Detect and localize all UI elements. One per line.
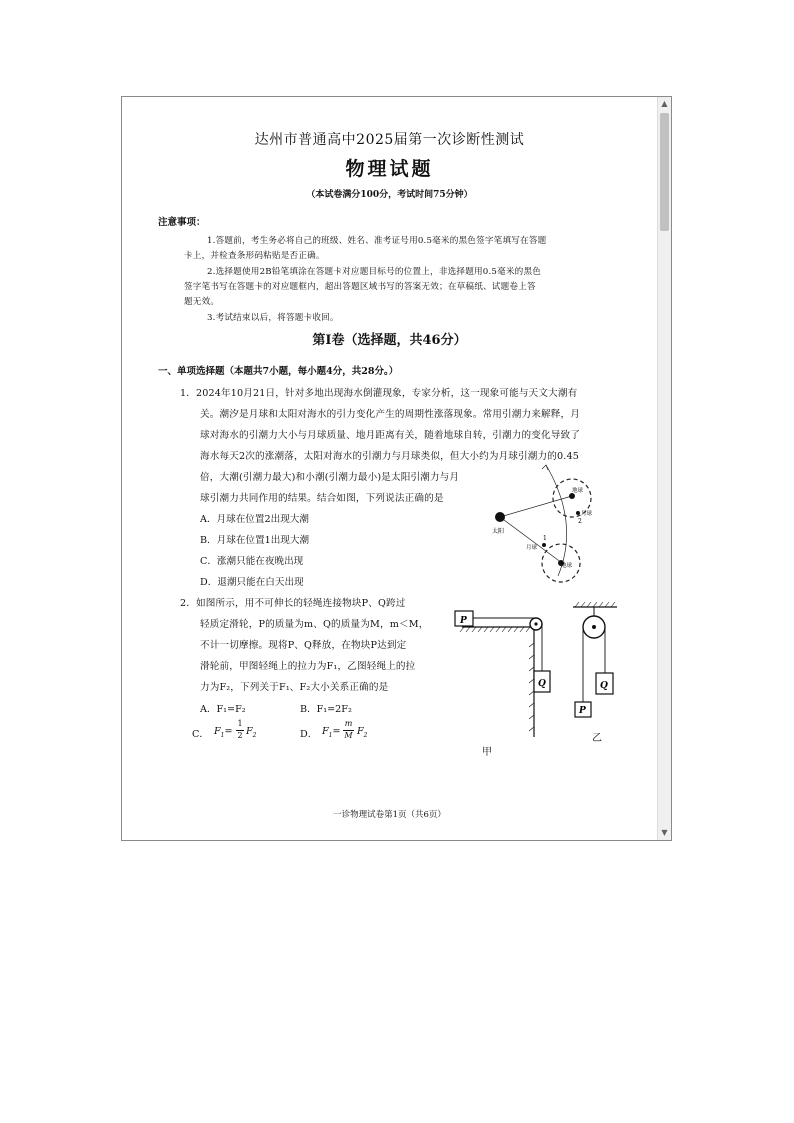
moon-label: 月球	[581, 511, 593, 517]
orbit-arrow-icon	[542, 465, 548, 470]
q1-line: 球引潮力共同作用的结果。结合如图，下列说法正确的是	[200, 493, 444, 504]
sun-earth-line	[500, 496, 572, 517]
exam-info: （本试卷满分100分，考试时间75分钟）	[306, 190, 473, 200]
q2-line: 力为F₂，下列关于F₁、F₂大小关系正确的是	[200, 682, 389, 693]
note-line: 卡上，并检查条形码粘贴是否正确。	[184, 251, 325, 261]
exam-title-line: 达州市普通高中2025届第一次诊断性测试	[254, 132, 525, 148]
note-line: 3.考试结束以后，将答题卡收回。	[207, 313, 339, 323]
block-p-label: P	[460, 616, 467, 626]
q1-option-d: D．退潮只能在白天出现	[200, 577, 304, 588]
document-viewer	[121, 96, 672, 841]
q1-line: 球对海水的引潮力大小与月球质量、地月距离有关，随着地球自转，引潮力的变化导致了	[200, 430, 581, 441]
q2-figure-jia	[450, 603, 560, 743]
subject-title: 物理试题	[345, 158, 434, 180]
part-title: 一、单项选择题（本题共7小题，每小题4分，共28分。）	[158, 366, 399, 377]
notes-heading: 注意事项：	[158, 217, 206, 228]
position-2-label: 2	[578, 518, 582, 525]
q1-line: 海水每天2次的涨潮落，太阳对海水的引潮力与月球类似，但大小约为月球引潮力的0.45	[200, 451, 579, 462]
note-line: 2.选择题使用2B铅笔填涂在答题卡对应题目标号的位置上，非选择题用0.5毫米的黑色	[207, 267, 542, 277]
block-q-label: Q	[538, 679, 546, 689]
scrollbar-thumb[interactable]	[660, 113, 669, 231]
q1-line: 倍，大潮(引潮力最大)和小潮(引潮力最小)是太阳引潮力与月	[200, 472, 460, 483]
q1-option-c: C．涨潮只能在夜晚出现	[200, 556, 304, 567]
q1-option-a: A．月球在位置2出现大潮	[200, 514, 309, 525]
q2-option-c-label: C．	[192, 729, 209, 740]
q2-line: 不计一切摩擦。现将P、Q释放，在物块P达到定	[200, 640, 407, 651]
q1-line: 关。潮汐是月球和太阳对海水的引力变化产生的周期性涨落现象。常用引潮力来解释，月	[200, 409, 581, 420]
q1-tide-figure	[482, 463, 602, 588]
note-line: 题无效。	[184, 297, 220, 307]
q2-figure-yi	[567, 597, 632, 727]
position-1-label: 1	[543, 535, 547, 542]
moon-icon	[576, 511, 580, 515]
sun-label: 太阳	[492, 528, 505, 535]
q1-option-b: B．月球在位置1出现大潮	[200, 535, 310, 546]
scroll-up-icon[interactable]: ▲	[661, 99, 668, 108]
earth-label: 地球	[572, 488, 584, 494]
section-title: 第Ⅰ卷（选择题，共46分）	[312, 333, 467, 348]
figure-yi-label: 乙	[592, 733, 602, 744]
page-footer: 一诊物理试卷第1页（共6页）	[333, 810, 446, 820]
scroll-down-icon[interactable]: ▼	[661, 828, 668, 837]
q2-line: 滑轮前，甲图轻绳上的拉力为F₁，乙图轻绳上的拉	[200, 661, 416, 672]
ceiling-hatch	[575, 602, 615, 607]
q2-option-a: A．F₁=F₂	[200, 704, 246, 715]
exam-page: 达州市普通高中2025届第一次诊断性测试 物理试题 （本试卷满分100分，考试时间75分钟） 注意事项： 1.答题前，考生务必将自己的班级、姓名、准考证号用0.5毫米的黑色签字笔填写在答题 卡上，并检查条形码粘贴是否正确。 2.选择题使用2B铅笔填涂在答题卡对应题目标号的位置上，非选择题用0.5毫米的黑色 签字笔书写在答题卡的对应题框内，超出答题区域书写的答案无效；在草稿纸、试题卷上答 题无效。 3.考试结束以后，将答题卡收回。 第Ⅰ卷（选择题，共46分） 一、单项选择题（本题共7小题，每小题4分，共28分。） 1．2024年10月21日，针对多地出现海水倒灌现象，专家分析，这一现象可能与天文大潮有 关。潮汐是月球和太阳对海水的引力变化产生的周期性涨落现象。常用引潮力来解释，月 球对海水的引潮力大小与月球质量、地月距离有关，随着地球自转，引潮力的变化导致了 海水每天2次的涨潮落，太阳对海水的引潮力与月球类似，但大小约为月球引潮力的0.45 倍，大潮(引潮力最大)和小潮(引潮力最小)是太阳引潮力与月 球引潮力共同作用的结果。结合如图，下列说法正确的是 A．月球在位置2出现大潮 B．月球在位置1出现大潮 C．涨潮只能在夜晚出现 D．退潮只能在白天出现 太阳 地球 地球 月球 月球 2 1 2．如图所示，用不可伸长的轻绳连接物块P、Q跨过 轻质定滑轮，P的质量为m、Q的质量为M，m＜M， 不计一切摩擦。现将P、Q释放，在物块P达到定 滑轮前，甲图轻绳上的拉力为F₁，乙图轻绳上的拉 力为F₂，下列关于F₁、F₂大小关系正确的是 A．F₁=F₂ B．F₁=2F₂ C． $F_1=$ 1 2 $F_2$ D． $F_1=$ m M $F_2$ P Q 甲 Q P 乙 一诊物理试卷第1页（共6页）	[122, 97, 657, 840]
sun-icon	[495, 512, 505, 522]
block-p-label: P	[579, 706, 586, 716]
table-hatch	[460, 627, 534, 731]
vertical-scrollbar[interactable]	[657, 97, 671, 840]
q1-line: 1．2024年10月21日，针对多地出现海水倒灌现象，专家分析，这一现象可能与天文大潮有	[180, 388, 578, 399]
moon-label: 月球	[526, 545, 538, 551]
sun-earth-line	[500, 517, 562, 563]
note-line: 1.答题前，考生务必将自己的班级、姓名、准考证号用0.5毫米的黑色签字笔填写在答题	[207, 236, 547, 246]
q2-option-b: B．F₁=2F₂	[300, 704, 352, 715]
earth-label: 地球	[561, 563, 573, 569]
q2-line: 2．如图所示，用不可伸长的轻绳连接物块P、Q跨过	[180, 598, 406, 609]
note-line: 签字笔书写在答题卡的对应题框内，超出答题区域书写的答案无效；在草稿纸、试题卷上答	[184, 282, 536, 292]
q2-line: 轻质定滑轮，P的质量为m、Q的质量为M，m＜M，	[200, 619, 429, 630]
figure-jia-label: 甲	[482, 747, 492, 758]
q2-option-d-label: D．	[300, 729, 318, 740]
moon-icon	[542, 543, 546, 547]
block-q-label: Q	[600, 681, 608, 691]
